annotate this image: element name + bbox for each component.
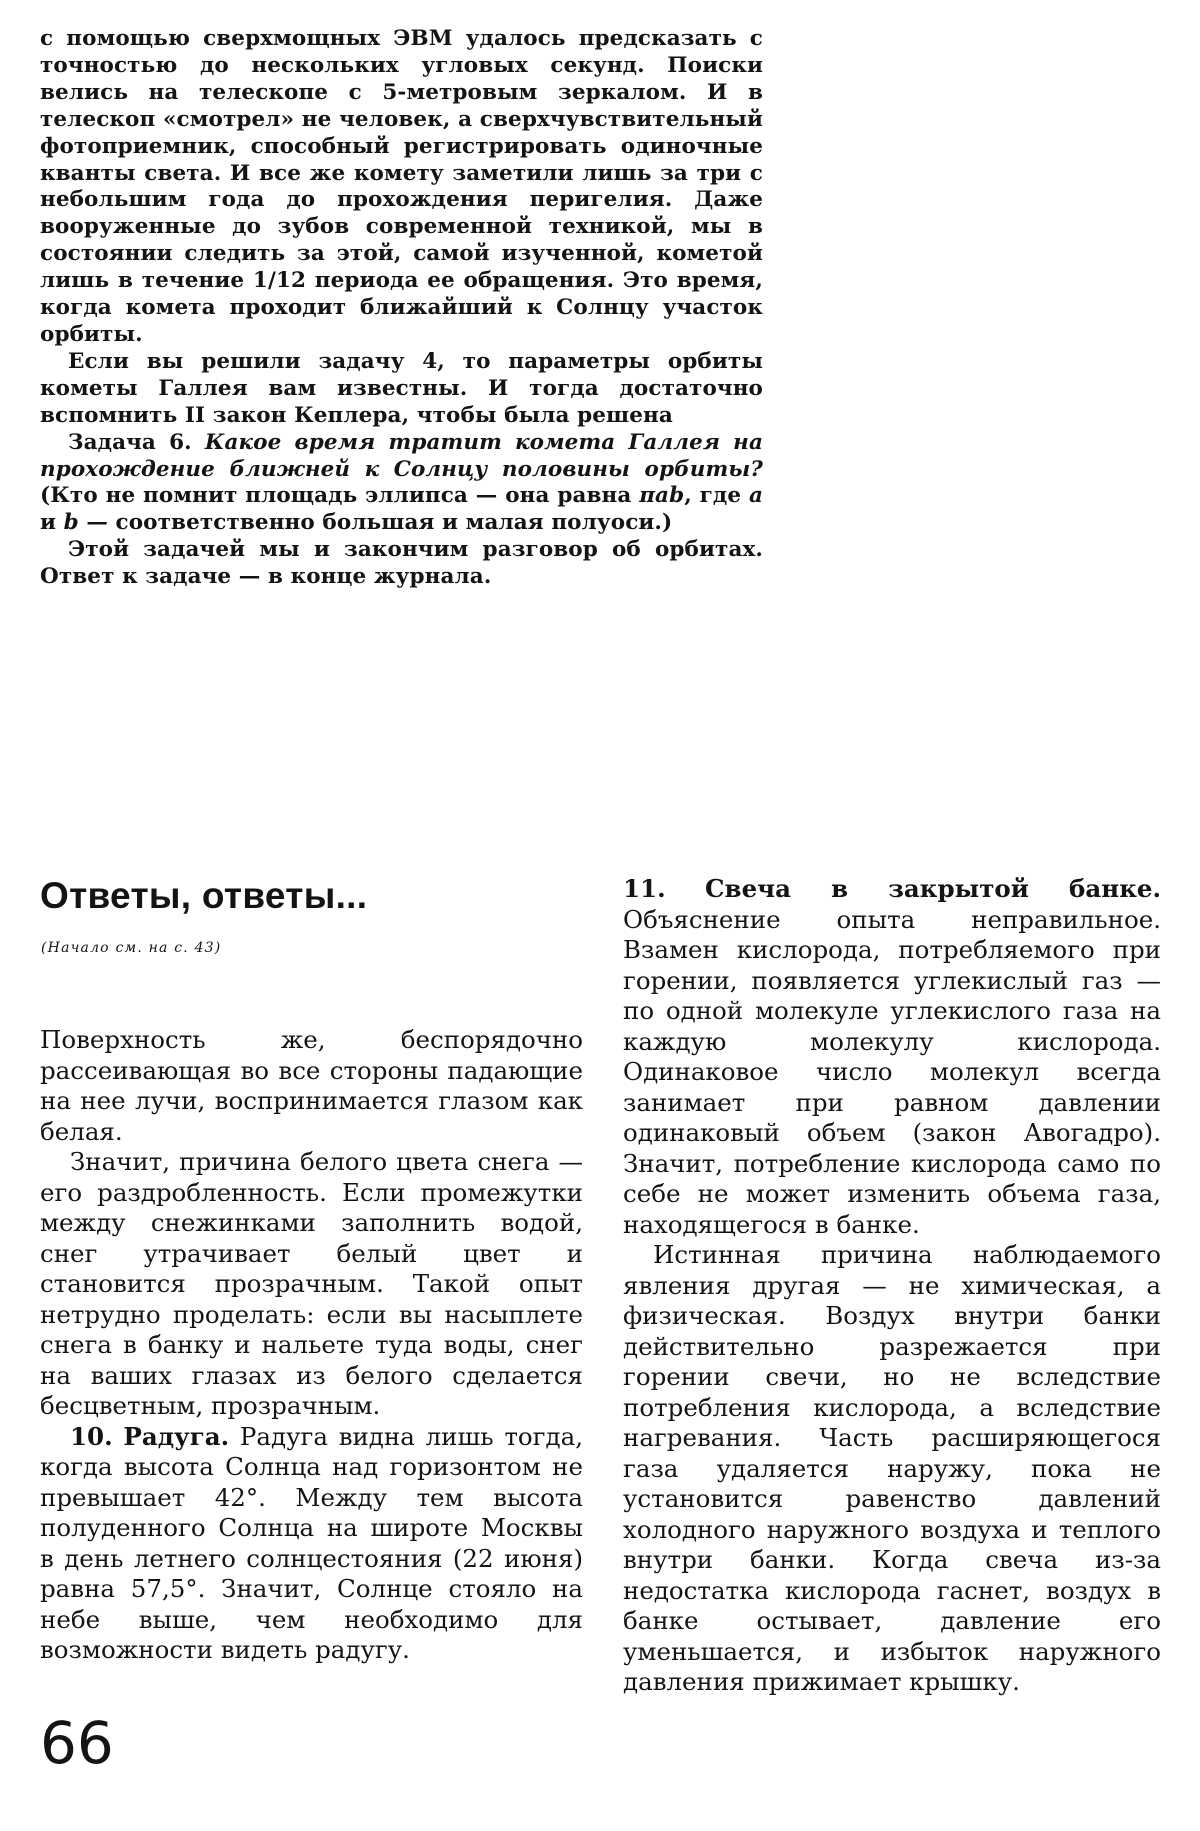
task-6-hint-mid: , где — [684, 483, 749, 509]
page-number: 66 — [40, 1709, 114, 1777]
continuation-note: (Начало см. на с. 43) — [41, 940, 222, 956]
snow-paragraph-2: Значит, причина белого цвета снега — его раздробленность. Если промежутки между снежинками заполнить водой, снег утрачивает белый цвет и становится прозрачным. Такой опыт нетрудно проделать: если вы насыплете снега в банку и нальете туда воды, снег на ваших глазах из белого сделается бесцветным, прозрачным. — [40, 1147, 583, 1420]
task-6-paragraph — [40, 430, 763, 538]
answer-10-title: Радуга. — [123, 1421, 230, 1451]
answer-11-candle — [623, 874, 1161, 1240]
semi-axis-a: a — [748, 483, 763, 509]
comet-paragraph-3: Этой задачей мы и закончим разговор об орбитах. Ответ к задаче — в конце журнала. — [40, 537, 763, 590]
answer-10-number: 10. — [70, 1421, 113, 1451]
answers-left-column — [40, 1025, 583, 1666]
task-6-hint-end: — соответственно большая и малая полуоси.) — [78, 510, 673, 536]
comet-article — [40, 26, 763, 591]
answer-10-text: Радуга видна лишь тогда, когда высота Солнца над горизонтом не превышает 42°. Между тем высота полуденного Солнца на широте Москвы в день летнего солнцестояния (22 июня) равна 57,5°. Значит, Солнце стояло на небе выше, чем необходимо для возможности видеть радугу. — [40, 1421, 583, 1664]
comet-paragraph-2: Если вы решили задачу 4, то параметры орбиты кометы Галлея вам известны. И тогда достаточно вспомнить II закон Кеплера, чтобы была решена — [40, 348, 763, 428]
ellipse-area-formula: πab — [639, 483, 685, 509]
task-6-question: Какое время тратит комета Галлея на прохождение ближней к Солнцу половины орбиты? — [40, 429, 763, 482]
answer-11-text: Объяснение опыта неправильное. Взамен кислорода, потребляемого при горении, появляется углекислый газ — по одной молекуле углекислого газа на каждую молекулу кислорода. Одинаковое число молекул всегда занимает при равном давлении одинаковый объем (закон Авогадро). Значит, потребление кислорода само по себе не может изменить объема газа, находящегося в банке. — [623, 904, 1161, 1239]
answer-11-paragraph-2: Истинная причина наблюдаемого явления другая — не химическая, а физическая. Воздух внутри банки действительно разрежается при горении свечи, но не вследствие потребления кислорода, а вследствие нагревания. Часть расширяющегося газа удаляется наружу, пока не установится равенство давлений холодного наружного воздуха и теплого внутри банки. Когда свеча из-за недостатка кислорода гаснет, воздух в банке остывает, давление его уменьшается, и избыток наружного давления прижимает крышку. — [623, 1240, 1161, 1696]
task-6-hint-start: (Кто не помнит площадь эллипса — она равна — [40, 483, 640, 509]
task-6-hint-and: и — [40, 510, 64, 536]
task-6-label: Задача 6. — [68, 429, 192, 455]
comet-paragraph-1: с помощью сверхмощных ЭВМ удалось предсказать с точностью до нескольких угловых секунд. Поиски велись на телескопе с 5-метровым зеркалом. И в телескоп «смотрел» не человек, а сверхчувствительный фотоприемник, способный регистрировать одиночные кванты света. И все же комету заметили лишь за три с небольшим года до прохождения перигелия. Даже вооруженные до зубов современной техникой, мы в состоянии следить за этой, самой изученной, кометой лишь в течение 1/12 периода ее обращения. Это время, когда комета проходит ближайший к Солнцу участок орбиты. — [40, 26, 763, 347]
snow-paragraph-1: Поверхность же, беспорядочно рассеивающая во все стороны падающие на нее лучи, воспринимается глазом как белая. — [40, 1025, 583, 1146]
answers-section-title: Ответы, ответы... — [40, 875, 368, 916]
answer-10-rainbow — [40, 1422, 583, 1666]
answer-11-title: Свеча в закрытой банке. — [705, 874, 1161, 903]
answer-11-number: 11. — [623, 874, 666, 903]
answers-right-column — [623, 874, 1161, 1698]
semi-axis-b: b — [63, 510, 79, 536]
